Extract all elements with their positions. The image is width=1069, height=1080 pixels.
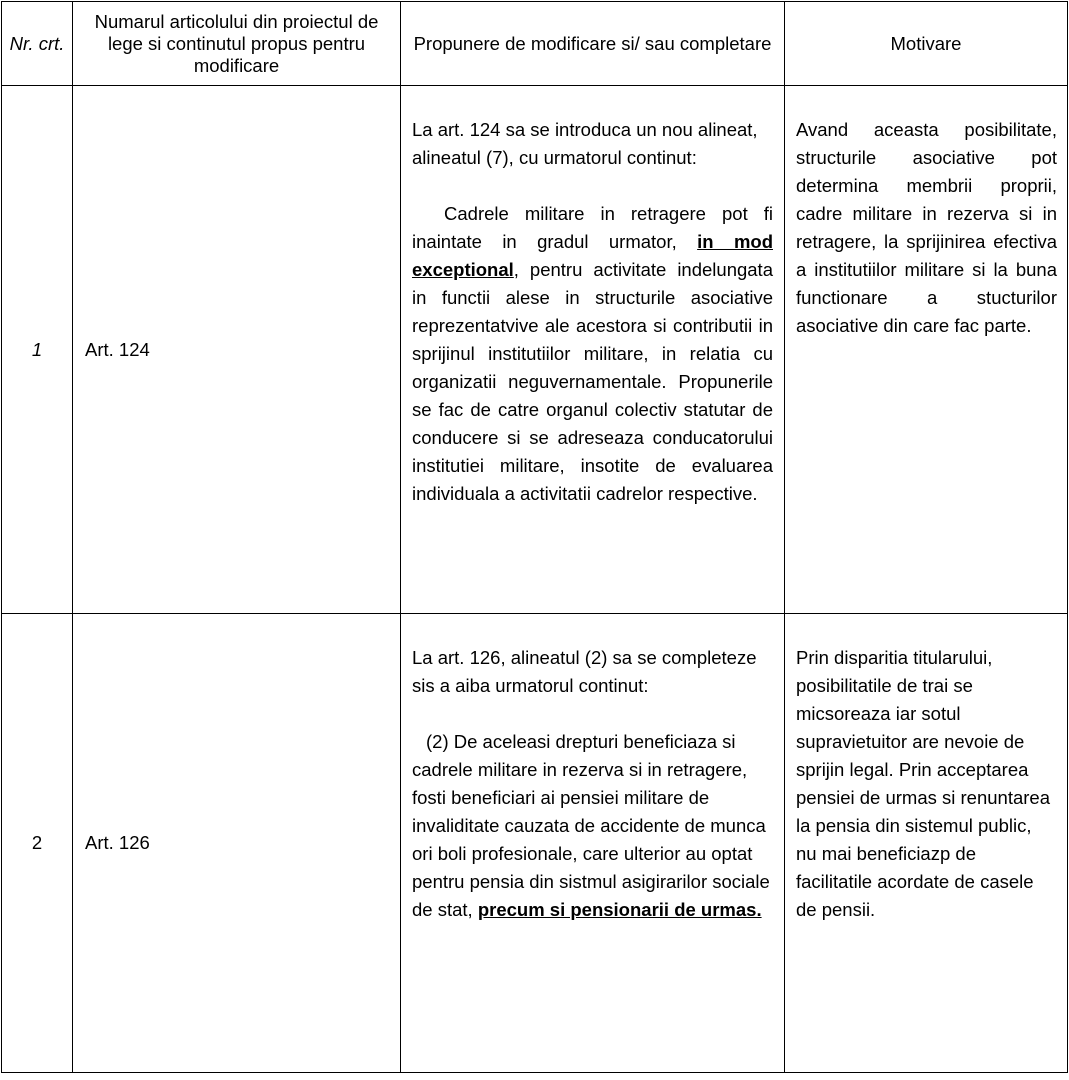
header-article-label: Numarul articolului din proiectul de lege si continutul propus pentru modificare xyxy=(94,10,379,76)
proposal-emphasis: precum si pensionarii de urmas. xyxy=(477,899,762,920)
header-motivation-label: Motivare xyxy=(890,32,962,54)
proposal-cell xyxy=(401,86,785,614)
motivation-text: Avand aceasta posibilitate, structurile asociative pot determina membrii proprii, cadre militare in rezerva si in retragere, la sprijinirea efectiva a institutiilor militare si la buna functionare a stucturilor asociative din care fac parte. xyxy=(796,119,1057,336)
proposal-intro: La art. 126, alineatul (2) sa se completeze sis a aiba urmatorul continut: xyxy=(412,647,757,696)
row-number: 1 xyxy=(2,86,73,614)
motivation-text: Prin disparitia titularului, posibilitatile de trai se micsoreaza iar sotul supravietuitor are nevoie de sprijin legal. Prin acceptarea pensiei de urmas si renuntarea la pensia din sistemul public, nu mai beneficiazp de facilitatile acordate de casele de pensii. xyxy=(796,647,1051,920)
table-row xyxy=(2,86,1068,614)
amendments-table xyxy=(1,1,1068,1073)
header-nr-crt xyxy=(2,2,73,86)
proposal-intro: La art. 124 sa se introduca un nou alineat, alineatul (7), cu urmatorul continut: xyxy=(412,119,758,168)
article-reference: Art. 126 xyxy=(73,614,401,1073)
motivation-cell xyxy=(785,614,1068,1073)
header-proposal xyxy=(401,2,785,86)
header-article xyxy=(73,2,401,86)
proposal-emphasis: in mod exceptional xyxy=(412,231,773,280)
header-motivation xyxy=(785,2,1068,86)
proposal-text xyxy=(412,200,773,508)
article-reference: Art. 124 xyxy=(73,86,401,614)
table-header-row xyxy=(2,2,1068,86)
proposal-cell xyxy=(401,614,785,1073)
motivation-cell xyxy=(785,86,1068,614)
proposal-text-part: (2) De aceleasi drepturi beneficiaza si cadrele militare in rezerva si in retragere, fosti beneficiari ai pensiei militare de invaliditate cauzata de accidente de munca ori boli profesionale, care ulterior au optat pentru pensia din sistmul asigirarilor sociale de stat, xyxy=(412,731,770,920)
header-nr-crt-label: Nr. crt. xyxy=(9,32,65,54)
table-row xyxy=(2,614,1068,1073)
row-number: 2 xyxy=(2,614,73,1073)
header-proposal-label: Propunere de modificare si/ sau completare xyxy=(413,32,772,54)
proposal-text-part: , pentru activitate indelungata in functii alese in structurile asociative reprezentatvive ale acestora si contributii in sprijinul institutiilor militare, in relatia cu organizatii neguvernamentale. Propunerile se fac de catre organul colectiv statutar de conducere si se adreseaza conducatorului institutiei militare, insotite de evaluarea individuala a activitatii cadrelor respective. xyxy=(412,259,773,504)
proposal-text xyxy=(412,728,773,924)
proposal-text-part: Cadrele militare in retragere pot fi inaintate in gradul urmator, xyxy=(412,203,773,252)
